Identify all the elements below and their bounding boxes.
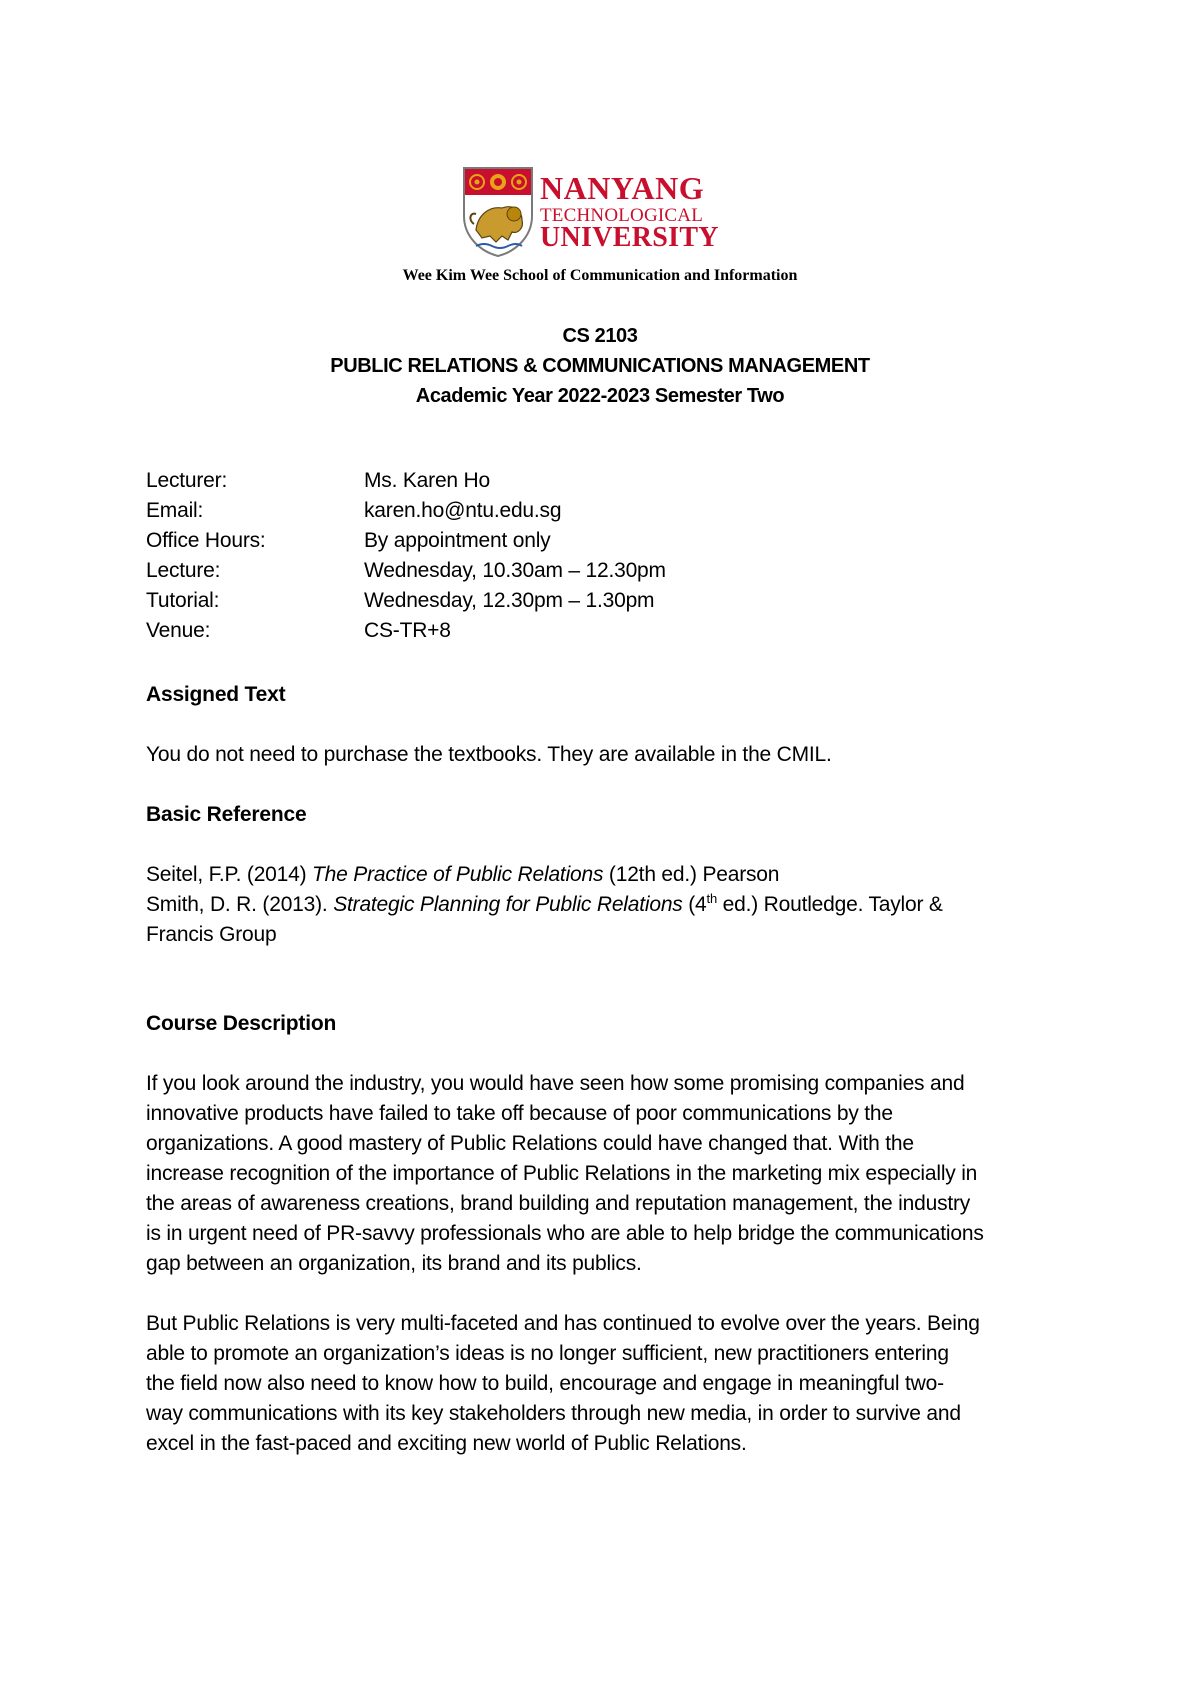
reference-item: [146, 860, 1076, 890]
info-row-venue: [146, 616, 666, 646]
info-value: Wednesday, 12.30pm – 1.30pm: [364, 589, 655, 612]
logo-line-nanyang: NANYANG: [540, 170, 705, 206]
info-label: Venue:: [146, 619, 211, 642]
info-label: Office Hours:: [146, 529, 266, 552]
info-value: Ms. Karen Ho: [364, 469, 490, 492]
paragraph-line: able to promote an organization’s ideas is no longer sufficient, new practitioners entering: [146, 1342, 949, 1365]
paragraph-line: way communications with its key stakeholders through new media, in order to survive and: [146, 1402, 961, 1425]
description-paragraph-2: [146, 1309, 1076, 1459]
reference-item-continued: Francis Group: [146, 923, 277, 946]
school-name: Wee Kim Wee School of Communication and Information: [402, 267, 798, 284]
course-title: PUBLIC RELATIONS & COMMUNICATIONS MANAGEMENT: [330, 355, 870, 377]
course-term: Academic Year 2022-2023 Semester Two: [415, 385, 785, 407]
reference-item: [146, 890, 1076, 920]
section-heading: Assigned Text: [146, 683, 286, 706]
basic-reference-section: [146, 800, 1076, 950]
paragraph-line: is in urgent need of PR-savvy professionals who are able to help bridge the communications: [146, 1222, 984, 1245]
logo-line-university: UNIVERSITY: [540, 222, 719, 253]
info-row-office-hours: [146, 526, 666, 556]
reference-title: The Practice of Public Relations: [312, 863, 604, 886]
info-value: CS-TR+8: [364, 619, 451, 642]
paragraph-line: innovative products have failed to take off because of poor communications by the: [146, 1102, 893, 1125]
info-row-tutorial: [146, 586, 666, 616]
paragraph-line: excel in the fast-paced and exciting new world of Public Relations.: [146, 1432, 747, 1455]
assigned-text-section: [146, 680, 1076, 770]
assigned-text-note: You do not need to purchase the textbooks. They are available in the CMIL.: [146, 743, 832, 766]
section-heading: Basic Reference: [146, 803, 307, 826]
reference-author: Smith, D. R. (2013).: [146, 893, 334, 916]
info-label: Email:: [146, 499, 204, 522]
course-code: CS 2103: [562, 325, 638, 347]
reference-edition-suffix: th: [706, 891, 717, 906]
paragraph-line: But Public Relations is very multi-faceted and has continued to evolve over the years. Being: [146, 1312, 980, 1335]
info-value: karen.ho@ntu.edu.sg: [364, 499, 562, 522]
paragraph-line: increase recognition of the importance of Public Relations in the marketing mix especially in: [146, 1162, 978, 1185]
section-heading: Course Description: [146, 1012, 337, 1035]
course-description-section: [146, 1009, 1076, 1459]
reference-edition: (4: [682, 893, 707, 916]
reference-publisher: ed.) Routledge. Taylor &: [716, 893, 943, 916]
paragraph-line: gap between an organization, its brand and its publics.: [146, 1252, 642, 1275]
reference-title: Strategic Planning for Public Relations: [333, 893, 683, 916]
paragraph-line: the areas of awareness creations, brand building and reputation management, the industry: [146, 1192, 971, 1215]
info-label: Tutorial:: [146, 589, 220, 612]
info-row-lecturer: [146, 466, 666, 496]
info-label: Lecture:: [146, 559, 221, 582]
reference-publisher: (12th ed.) Pearson: [603, 863, 780, 886]
reference-author: Seitel, F.P. (2014): [146, 863, 313, 886]
university-logo: [462, 166, 719, 262]
info-label: Lecturer:: [146, 469, 228, 492]
logo-line-technological: TECHNOLOGICAL: [540, 205, 704, 226]
description-paragraph-1: [146, 1069, 1076, 1279]
course-info-table: [146, 466, 666, 646]
info-value: By appointment only: [364, 529, 551, 552]
paragraph-line: the field now also need to know how to build, encourage and engage in meaningful two-: [146, 1372, 944, 1395]
info-row-email: [146, 496, 666, 526]
info-row-lecture: [146, 556, 666, 586]
course-heading: [0, 321, 1200, 411]
info-value: Wednesday, 10.30am – 12.30pm: [364, 559, 666, 582]
university-crest-icon: [462, 166, 534, 258]
paragraph-line: If you look around the industry, you would have seen how some promising companies and: [146, 1072, 965, 1095]
paragraph-line: organizations. A good mastery of Public Relations could have changed that. With the: [146, 1132, 914, 1155]
